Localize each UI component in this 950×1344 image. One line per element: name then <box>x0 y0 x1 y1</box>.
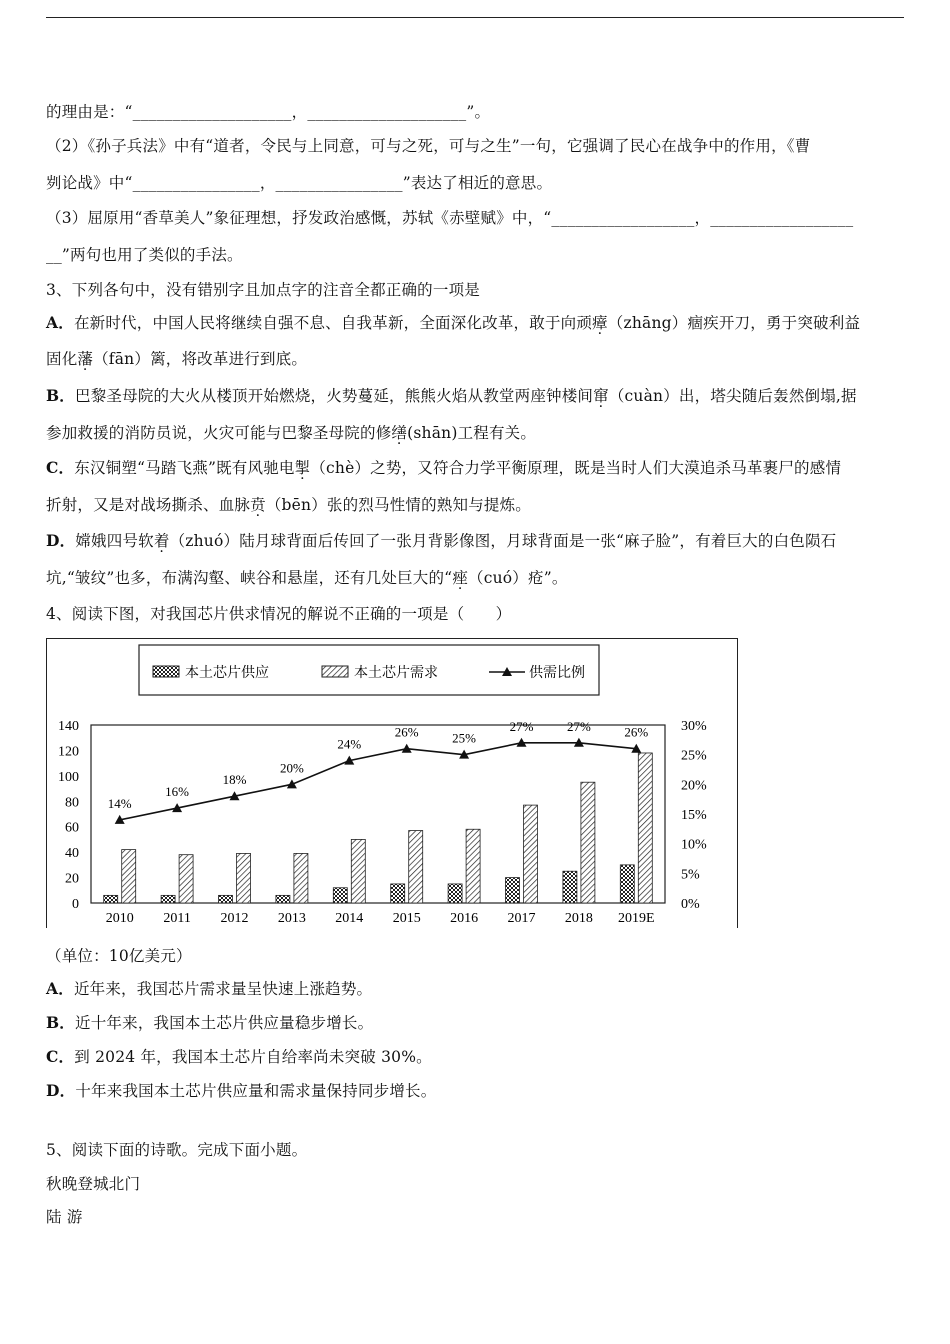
dotted-char: 藩 <box>77 350 94 368</box>
option-text: 在新时代，中国人民将继续自强不息、自我革新，全面深化改革，敢于向顽 <box>73 314 593 332</box>
demand-bar <box>351 839 365 903</box>
y2-tick-label: 20% <box>681 778 707 794</box>
demand-bar <box>294 853 308 903</box>
option-text: 近十年来，我国本土芯片供应量稳步增长。 <box>75 1014 374 1032</box>
option-c-line-1 <box>46 458 841 478</box>
bars <box>104 753 653 903</box>
legend-label-supply: 本土芯片供应 <box>185 666 269 681</box>
text-line: 的理由是：“____________________，____________________”。 <box>46 103 491 121</box>
ratio-data-label: 27% <box>566 718 591 734</box>
demand-bar <box>638 753 652 903</box>
y-tick-label: 40 <box>65 846 79 862</box>
option-text: 固化 <box>46 350 78 368</box>
y2-tick-label: 15% <box>681 808 707 823</box>
answer-option-b <box>46 1013 373 1033</box>
option-text: 十年来我国本土芯片供应量和需求量保持同步增长。 <box>75 1082 437 1100</box>
ratio-point <box>287 779 297 788</box>
question-4: 4、阅读下图，对我国芯片供求情况的解说不正确的一项是（ ） <box>46 605 512 623</box>
option-d-line-1 <box>46 531 836 551</box>
option-label: C． <box>46 458 75 477</box>
dotted-char: 瘴 <box>592 314 608 332</box>
plot-frame <box>91 725 665 903</box>
option-label: C． <box>46 1047 75 1066</box>
y2-tick-label: 25% <box>681 748 707 764</box>
y2-tick-label: 5% <box>681 867 700 883</box>
option-text: 东汉铜塑“马踏飞燕”既有风驰电 <box>74 459 295 477</box>
y2-tick-label: 30% <box>681 719 707 734</box>
dotted-char: 掣 <box>294 459 311 477</box>
ratio-polyline <box>120 743 637 820</box>
option-text: （chè）之势，又符合力学平衡原理，既是当时人们大漠追杀马革裹尸的感情 <box>310 459 842 477</box>
poem-title: 秋晚登城北门 <box>46 1175 141 1193</box>
supply-bar <box>333 888 347 903</box>
text-line: __”两句也用了类似的手法。 <box>46 246 243 264</box>
ratio-data-label: 26% <box>624 724 649 740</box>
demand-bar <box>122 850 136 903</box>
demand-bar <box>466 829 480 903</box>
ratio-data-label: 16% <box>165 784 190 800</box>
dotted-char: 窜 <box>593 387 609 405</box>
question-3: 3、下列各句中，没有错别字且加点字的注音全都正确的一项是 <box>46 281 480 299</box>
option-b-line-2 <box>46 423 536 443</box>
ratio-line <box>108 719 649 824</box>
answer-option-a <box>46 979 372 999</box>
x-tick-label: 2013 <box>277 911 306 926</box>
x-tick-label: 2011 <box>163 911 191 926</box>
option-text: 嫦娥四号软 <box>75 532 154 550</box>
y-tick-label: 100 <box>58 769 79 785</box>
y-axis <box>58 719 79 912</box>
ratio-point <box>402 744 412 753</box>
answer-option-d <box>46 1081 436 1101</box>
option-a-line-1 <box>46 313 860 333</box>
supply-bar <box>563 871 577 903</box>
option-label: B． <box>46 1013 76 1032</box>
demand-bar <box>409 831 423 903</box>
y-tick-label: 120 <box>58 744 79 760</box>
option-text: 巴黎圣母院的大火从楼顶开始燃烧，火势蔓延，熊熊火焰从教堂两座钟楼间 <box>75 387 594 405</box>
option-text: （zhuó）陆月球背面后传回了一张月背影像图，月球背面是一张“麻子脸”，有着巨大的白色陨石 <box>169 532 837 550</box>
legend-label-ratio: 供需比例 <box>529 666 585 681</box>
option-b-line-1 <box>46 386 857 406</box>
chart-svg <box>47 639 739 929</box>
option-text: （cuàn）出，塔尖随后轰然倒塌,据 <box>608 387 857 405</box>
ratio-data-label: 20% <box>279 760 304 776</box>
supply-bar <box>620 865 634 903</box>
dotted-char: 痤 <box>452 569 469 587</box>
y-tick-label: 60 <box>65 820 79 836</box>
ratio-data-label: 25% <box>452 730 477 746</box>
text-line: （3）屈原用“香草美人”象征理想，抒发政治感慨，苏轼《赤壁赋》中，“__________________，__________________ <box>46 209 854 227</box>
supply-bar <box>448 884 462 903</box>
chip-supply-demand-chart <box>46 638 738 928</box>
supply-bar <box>391 884 405 903</box>
y2-tick-label: 10% <box>681 837 707 853</box>
option-text: （fān）篱，将改革进行到底。 <box>93 350 308 368</box>
option-d-line-2 <box>46 568 568 588</box>
option-text: （bēn）张的烈马性情的熟知与提炼。 <box>265 496 531 514</box>
option-text: 近年来，我国芯片需求量呈快速上涨趋势。 <box>73 980 373 998</box>
x-tick-label: 2018 <box>564 911 593 926</box>
option-label: B． <box>46 386 76 405</box>
legend-label-demand: 本土芯片需求 <box>354 666 438 681</box>
dotted-char: 着 <box>153 532 170 550</box>
y2-axis <box>681 719 707 912</box>
demand-bar <box>524 805 538 903</box>
y-tick-label: 140 <box>58 719 79 734</box>
option-label: A． <box>46 313 74 332</box>
answer-option-c <box>46 1047 432 1067</box>
x-tick-label: 2015 <box>392 911 421 926</box>
x-axis <box>106 911 655 926</box>
option-a-line-2 <box>46 349 307 369</box>
text-line: （2）《孙子兵法》中有“道者，令民与上同意，可与之死，可与之生”一句，它强调了民心在战争中的作用，《曹 <box>46 137 811 155</box>
poem-author: 陆 游 <box>46 1208 83 1226</box>
option-label: A． <box>46 979 74 998</box>
option-text: （cuó）疮”。 <box>468 569 568 587</box>
ratio-data-label: 14% <box>107 795 132 811</box>
demand-bar <box>581 782 595 903</box>
header-rule <box>46 17 904 18</box>
legend-swatch-supply <box>153 666 179 677</box>
supply-bar <box>161 895 175 903</box>
x-tick-label: 2016 <box>450 911 479 926</box>
text-line: 刿论战》中“________________，________________”表达了相近的意思。 <box>46 174 553 192</box>
x-tick-label: 2014 <box>335 911 364 926</box>
ratio-data-label: 26% <box>394 724 419 740</box>
x-tick-label: 2012 <box>220 911 249 926</box>
legend-swatch-demand <box>322 666 348 677</box>
option-text: 参加救援的消防员说，火灾可能与巴黎圣母院的修 <box>46 424 392 442</box>
option-text: （zhāng）痼疾开刀，勇于突破利益 <box>607 314 861 332</box>
supply-bar <box>276 895 290 903</box>
demand-bar <box>179 855 193 903</box>
question-5: 5、阅读下面的诗歌。完成下面小题。 <box>46 1141 308 1159</box>
dotted-char: 缮 <box>391 424 408 442</box>
option-text: 坑,“皱纹”也多，布满沟壑、峡谷和悬崖，还有几处巨大的“ <box>46 569 453 587</box>
option-label: D． <box>46 531 76 550</box>
x-tick-label: 2019E <box>618 911 655 926</box>
dotted-char: 贲 <box>250 496 266 514</box>
option-text: (shān)工程有关。 <box>407 424 537 442</box>
option-c-line-2 <box>46 495 531 515</box>
supply-bar <box>219 895 233 903</box>
demand-bar <box>237 853 251 903</box>
ratio-data-label: 27% <box>509 718 534 734</box>
y-tick-label: 20 <box>65 871 79 887</box>
option-text: 到 2024 年，我国本土芯片自给率尚未突破 30%。 <box>74 1048 432 1066</box>
y-tick-label: 80 <box>65 795 79 811</box>
y2-tick-label: 0% <box>681 897 700 912</box>
option-label: D． <box>46 1081 76 1100</box>
chart-unit-note: （单位：10亿美元） <box>46 947 192 965</box>
y-tick-label: 0 <box>72 897 79 912</box>
x-tick-label: 2010 <box>105 911 134 926</box>
supply-bar <box>104 895 118 903</box>
option-text: 折射，又是对战场撕杀、血脉 <box>46 496 251 514</box>
ratio-data-label: 18% <box>222 772 247 788</box>
supply-bar <box>506 878 520 903</box>
ratio-data-label: 24% <box>337 736 362 752</box>
x-tick-label: 2017 <box>507 911 536 926</box>
